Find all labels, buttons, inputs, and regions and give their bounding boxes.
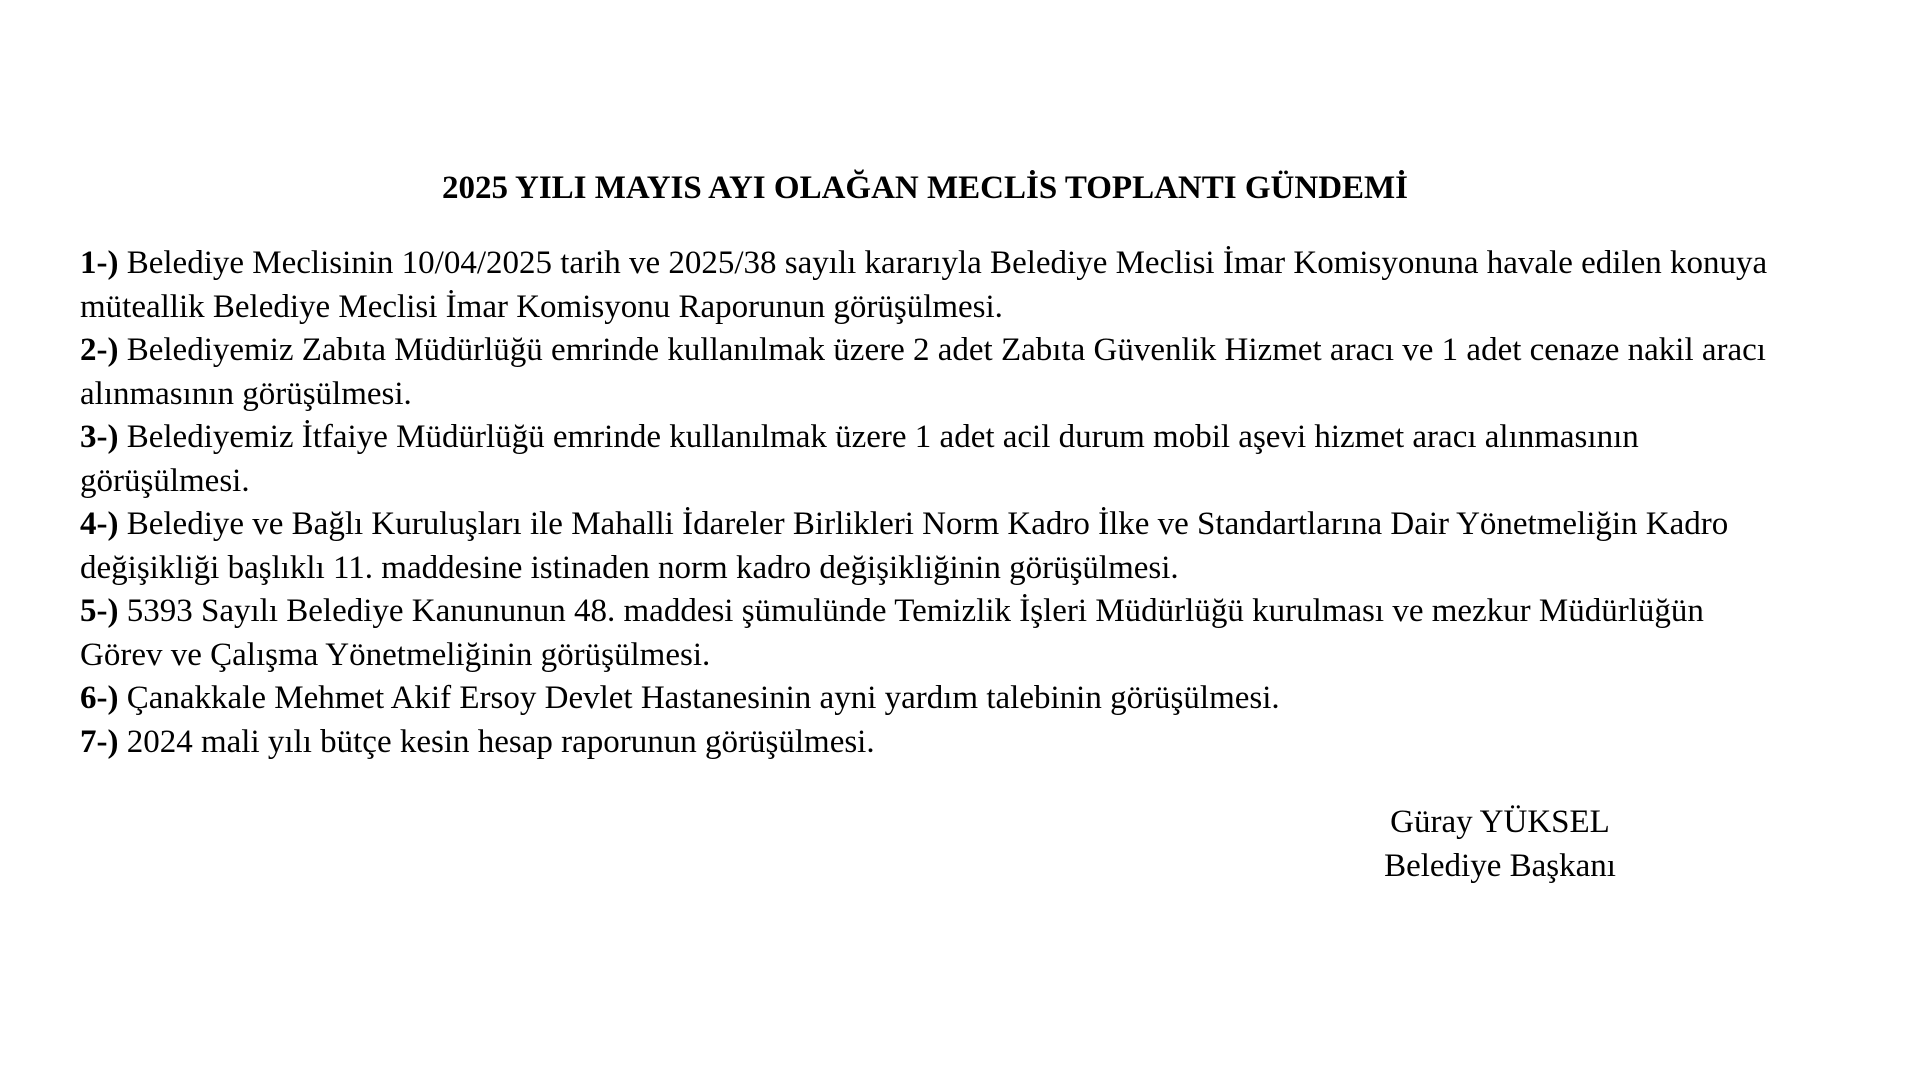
- agenda-item-number: 3-): [80, 419, 119, 455]
- agenda-item-2: [80, 329, 1780, 416]
- agenda-item-4: [80, 503, 1780, 590]
- agenda-list: [80, 242, 1780, 764]
- agenda-item-text: Belediyemiz Zabıta Müdürlüğü emrinde kullanılmak üzere 2 adet Zabıta Güvenlik Hizmet aracı ve 1 adet cenaze nakil aracı alınmasının görüşülmesi.: [80, 332, 1766, 412]
- agenda-item-1: [80, 242, 1780, 329]
- signatory-name: Güray YÜKSEL: [1390, 804, 1610, 840]
- agenda-item-5: [80, 590, 1780, 677]
- agenda-item-7: [80, 721, 1780, 765]
- agenda-item-text: 2024 mali yılı bütçe kesin hesap raporunun görüşülmesi.: [126, 723, 875, 760]
- agenda-item-number: 2-): [80, 332, 119, 368]
- signature-block: [1320, 800, 1680, 888]
- signatory-position: Belediye Başkanı: [1384, 848, 1616, 884]
- agenda-item-text: Belediyemiz İtfaiye Müdürlüğü emrinde kullanılmak üzere 1 adet acil durum mobil aşevi hizmet aracı alınmasının görüşülmesi.: [80, 419, 1639, 499]
- agenda-item-6: [80, 677, 1780, 721]
- agenda-item-3: [80, 416, 1780, 503]
- agenda-item-number: 6-): [80, 680, 119, 716]
- agenda-item-number: 4-): [80, 506, 119, 542]
- agenda-item-text: Belediye ve Bağlı Kuruluşları ile Mahalli İdareler Birlikleri Norm Kadro İlke ve Standartlarına Dair Yönetmeliğin Kadro değişikliği başlıklı 11. maddesine istinaden norm kadro değişikliğinin görüşülmesi.: [80, 506, 1729, 586]
- agenda-item-text: 5393 Sayılı Belediye Kanununun 48. maddesi şümulünde Temizlik İşleri Müdürlüğü kurulması ve mezkur Müdürlüğün Görev ve Çalışma Yönetmeliğinin görüşülmesi.: [80, 593, 1704, 673]
- agenda-item-text: Çanakkale Mehmet Akif Ersoy Devlet Hastanesinin ayni yardım talebinin görüşülmesi.: [126, 680, 1280, 716]
- agenda-item-text: Belediye Meclisinin 10/04/2025 tarih ve 2025/38 sayılı kararıyla Belediye Meclisi İmar Komisyonuna havale edilen konuya müteallik Belediye Meclisi İmar Komisyonu Raporunun görüşülmesi.: [80, 245, 1768, 325]
- agenda-item-number: 5-): [80, 593, 119, 629]
- agenda-item-number: 7-): [80, 723, 119, 760]
- document-title: 2025 YILI MAYIS AYI OLAĞAN MECLİS TOPLANTI GÜNDEMİ: [441, 170, 1409, 206]
- agenda-item-number: 1-): [80, 245, 119, 281]
